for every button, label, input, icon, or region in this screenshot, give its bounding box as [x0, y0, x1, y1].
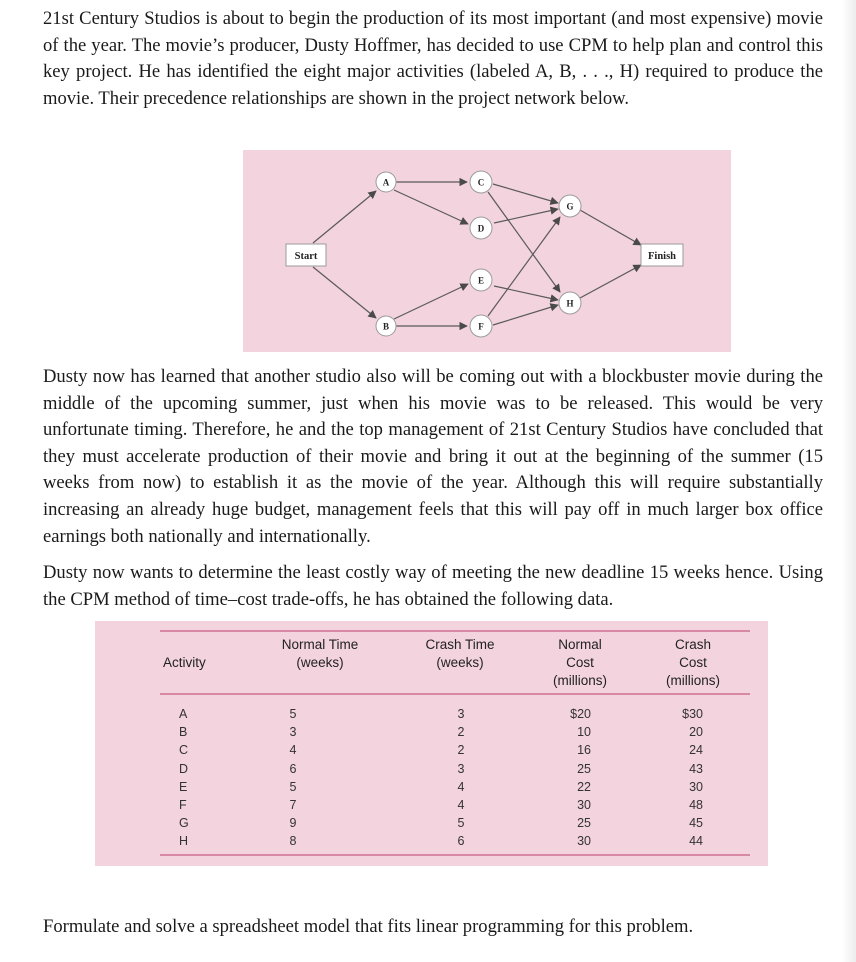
- table-top-rule: [160, 630, 750, 632]
- header-crash-time-line1: Crash Time: [425, 637, 495, 652]
- node-d-label: D: [477, 223, 485, 234]
- cell-activity: C: [179, 743, 189, 758]
- cell-crash-cost: 20: [689, 725, 703, 740]
- cell-crash-time: 3: [457, 761, 465, 776]
- cell-normal-cost: 25: [577, 816, 591, 831]
- task-paragraph: Formulate and solve a spreadsheet model that fits linear programming for this problem.: [43, 916, 694, 937]
- cell-crash-time: 3: [457, 707, 465, 721]
- header-normal-time-line1: Normal Time: [281, 637, 359, 652]
- node-c-label: C: [477, 177, 485, 188]
- edge-start-b: [313, 267, 376, 318]
- cell-normal-time: 5: [289, 707, 297, 721]
- cell-normal-time: 5: [289, 779, 297, 794]
- header-normal-cost: [540, 636, 620, 690]
- cell-crash-time: 5: [457, 816, 465, 831]
- cell-crash-cost: 44: [689, 834, 703, 849]
- finish-node-label: Finish: [647, 251, 677, 262]
- cell-crash-time: 2: [457, 743, 465, 758]
- header-activity-text: Activity: [163, 655, 206, 670]
- table-bottom-rule: [160, 854, 750, 856]
- edge-d-g: [494, 209, 558, 223]
- page-edge-shadow: [842, 0, 856, 962]
- cell-normal-time: 3: [289, 725, 297, 740]
- cell-normal-time: 4: [289, 743, 297, 758]
- edge-c-g: [493, 184, 558, 203]
- column-crash-cost: [667, 705, 703, 851]
- edge-start-a: [313, 191, 376, 243]
- node-e-label: E: [477, 275, 485, 286]
- header-crash-time: [400, 636, 520, 672]
- header-crash-cost-line3: (millions): [666, 673, 720, 688]
- header-normal-cost-line1: Normal: [558, 637, 602, 652]
- cell-activity: B: [179, 725, 188, 740]
- cell-normal-time: 8: [289, 834, 297, 849]
- edge-c-h: [488, 192, 560, 292]
- edge-h-finish: [580, 265, 641, 298]
- header-normal-time: [260, 636, 380, 672]
- header-normal-cost-line3: (millions): [553, 673, 607, 688]
- data-intro-paragraph: Dusty now wants to determine the least costly way of meeting the new deadline 15 weeks hence. Using the CPM method of time–cost trade-offs, he has obtained the following data.: [43, 562, 823, 610]
- edge-f-g: [488, 217, 560, 316]
- project-network-diagram: [243, 150, 731, 352]
- time-cost-table: [95, 621, 768, 866]
- header-crash-cost-line2: Cost: [679, 655, 707, 670]
- cell-normal-time: 6: [289, 761, 297, 776]
- cell-activity: F: [179, 798, 187, 813]
- cell-normal-cost: 16: [577, 743, 591, 758]
- cell-normal-time: 9: [289, 816, 297, 831]
- edge-e-h: [494, 286, 558, 300]
- cell-crash-cost: 45: [689, 816, 703, 831]
- table-header-rule: [160, 693, 750, 695]
- node-h-label: H: [566, 298, 574, 309]
- node-a-label: A: [382, 177, 390, 188]
- cell-crash-cost: $30: [682, 707, 703, 721]
- edge-f-h: [493, 305, 558, 325]
- cell-crash-time: 6: [457, 834, 465, 849]
- column-normal-time: [283, 705, 303, 851]
- cell-normal-cost: 22: [577, 779, 591, 794]
- cell-crash-cost: 30: [689, 779, 703, 794]
- edge-a-d: [394, 190, 468, 224]
- cell-normal-cost: 25: [577, 761, 591, 776]
- cell-crash-time: 4: [457, 779, 465, 794]
- cell-normal-time: 7: [289, 798, 297, 813]
- cell-crash-cost: 43: [689, 761, 703, 776]
- cell-crash-time: 2: [457, 725, 465, 740]
- cell-crash-cost: 48: [689, 798, 703, 813]
- header-crash-time-line2: (weeks): [436, 655, 484, 670]
- cell-activity: D: [179, 761, 189, 776]
- cell-activity: A: [179, 707, 188, 721]
- header-normal-time-line2: (weeks): [296, 655, 344, 670]
- cell-normal-cost: 30: [577, 834, 591, 849]
- cell-normal-cost: $20: [570, 707, 591, 721]
- cell-activity: H: [179, 834, 189, 849]
- cell-normal-cost: 30: [577, 798, 591, 813]
- node-f-label: F: [478, 321, 484, 332]
- node-b-label: B: [382, 321, 390, 332]
- network-svg: [243, 150, 731, 352]
- edge-g-finish: [580, 210, 641, 245]
- cell-crash-time: 4: [457, 798, 465, 813]
- header-crash-cost: [653, 636, 733, 690]
- deadline-paragraph: Dusty now has learned that another studio also will be coming out with a blockbuster movie during the middle of the upcoming summer, just when his movie was to be released. This would be very unfortunate timing. Therefore, he and the top management of 21st Century Studios have concluded that they must accelerate production of their movie and bring it out at the beginning of the summer (15 weeks from now) to establish it as the movie of the year. Although this will require substantially increasing an already huge budget, management feels that this will pay off in much larger box office earnings both nationally and internationally.: [43, 366, 823, 547]
- edge-b-e: [394, 284, 468, 319]
- cell-activity: E: [179, 779, 188, 794]
- header-normal-cost-line2: Cost: [566, 655, 594, 670]
- header-activity: [163, 654, 223, 672]
- cell-crash-cost: 24: [689, 743, 703, 758]
- column-crash-time: [451, 705, 471, 851]
- node-g-label: G: [566, 201, 574, 212]
- cell-normal-cost: 10: [577, 725, 591, 740]
- intro-paragraph: 21st Century Studios is about to begin the production of its most important (and most expensive) movie of the year. The movie’s producer, Dusty Hoffmer, has decided to use CPM to help plan and control this key project. He has identified the eight major activities (labeled A, B, . . ., H) required to produce the movie. Their precedence relationships are shown in the project network below.: [43, 8, 823, 109]
- column-activity: [179, 705, 199, 851]
- start-node-label: Start: [294, 251, 318, 262]
- column-normal-cost: [555, 705, 591, 851]
- cell-activity: G: [179, 816, 189, 831]
- header-crash-cost-line1: Crash: [674, 637, 711, 652]
